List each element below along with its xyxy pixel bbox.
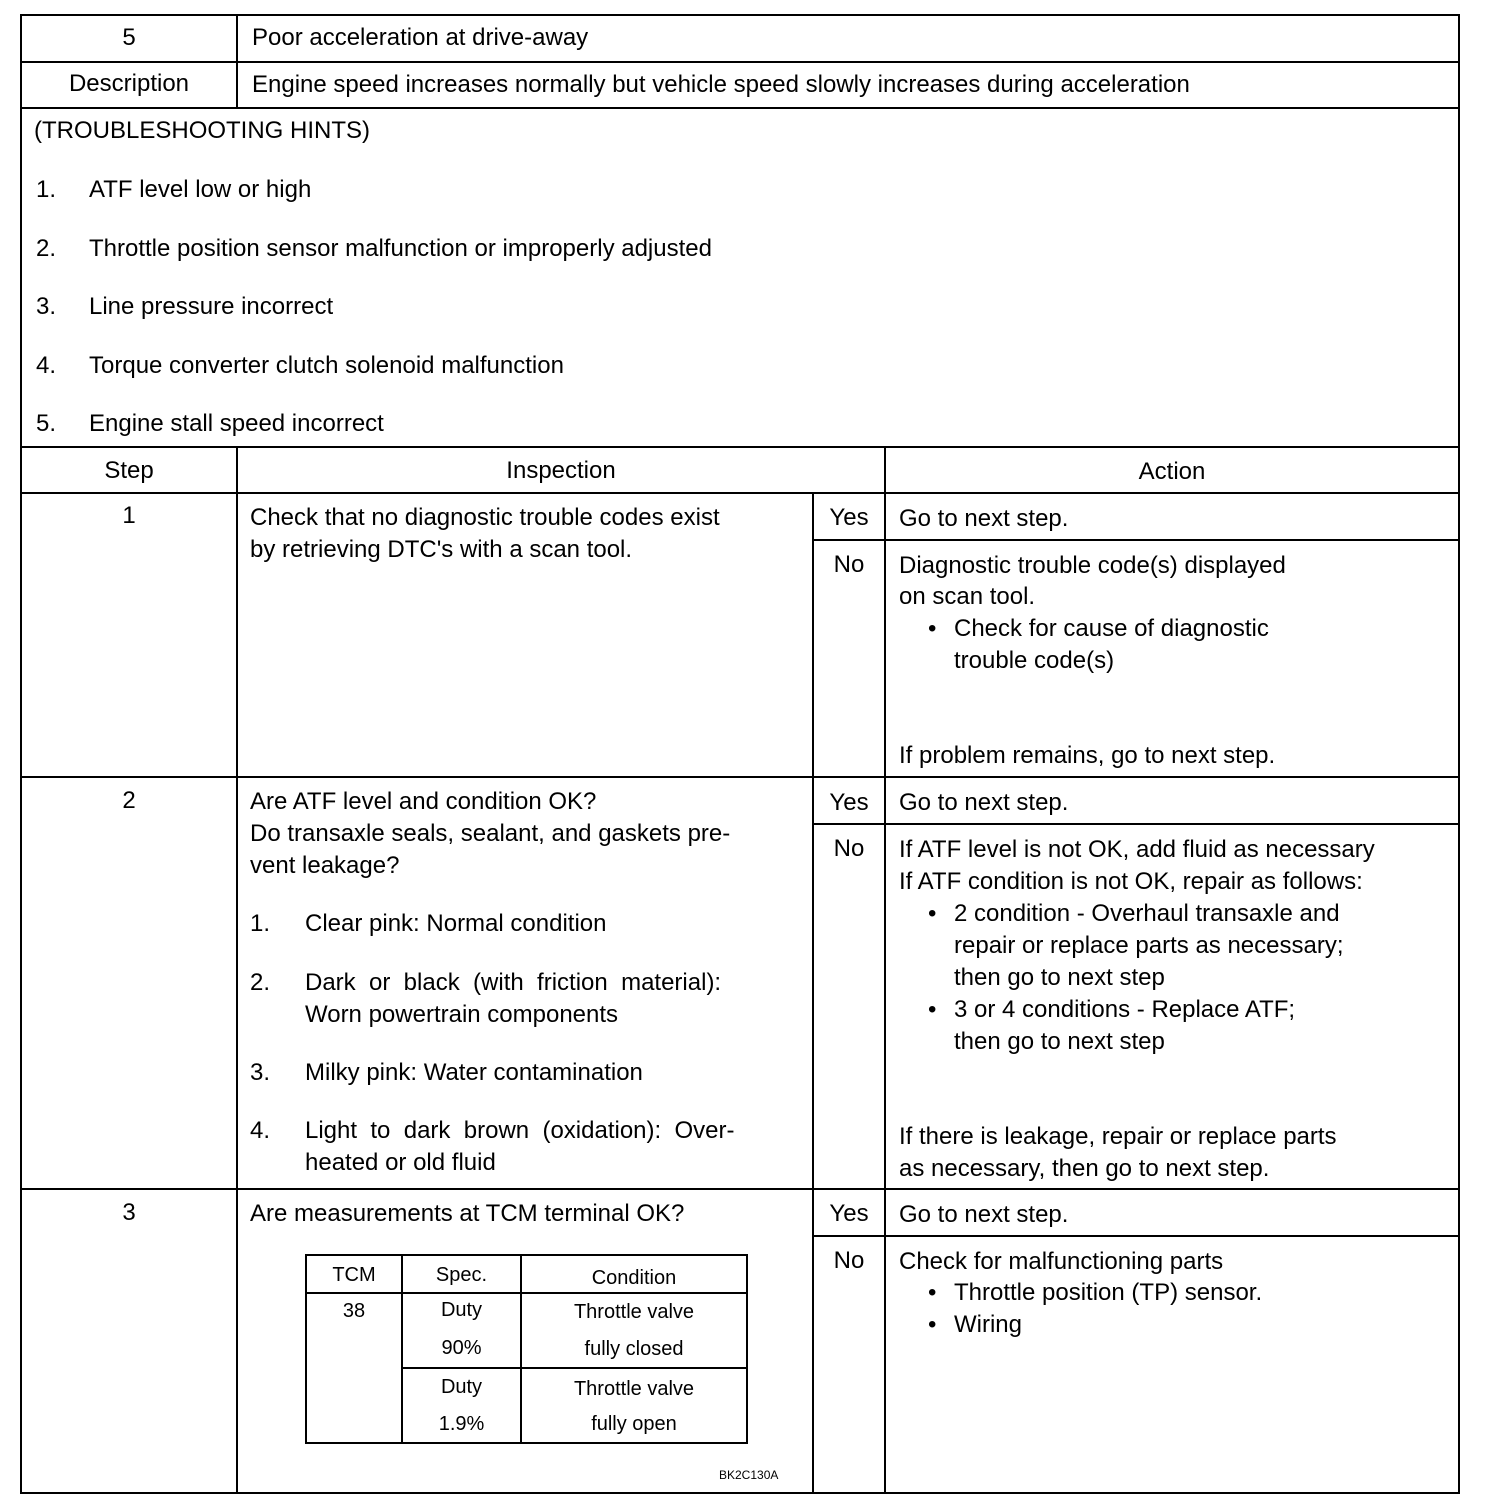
col-divider — [884, 446, 886, 1492]
tcm-spec-table — [305, 1254, 748, 1444]
no-label: No — [833, 551, 865, 578]
no-action-footer: If problem remains, go to next step. — [899, 742, 1276, 769]
inspection-line: Are ATF level and condition OK? — [250, 788, 597, 815]
inspection-line: vent leakage? — [250, 852, 400, 879]
step-number: 1 — [122, 502, 136, 529]
col-divider — [812, 492, 814, 1492]
no-action-footer: as necessary, then go to next step. — [899, 1155, 1270, 1182]
col-divider — [236, 16, 238, 109]
hints-heading: (TROUBLESHOOTING HINTS) — [34, 117, 371, 144]
hint-text: Torque converter clutch solenoid malfunction — [89, 352, 564, 379]
no-action-line: Diagnostic trouble code(s) displayed — [899, 552, 1286, 579]
step-number: 2 — [122, 787, 136, 814]
bullet-line: • 3 or 4 conditions - Replace ATF; — [954, 996, 1296, 1023]
bullet-line: then go to next step — [954, 964, 1165, 991]
condition-line: Light to dark brown (oxidation): Over- — [305, 1117, 735, 1144]
hint-number: 4. — [36, 352, 57, 379]
spec-row-divider — [401, 1367, 746, 1369]
spec-terminal: 38 — [342, 1300, 366, 1322]
bullet-line: • 2 condition - Overhaul transaxle and — [954, 900, 1340, 927]
hint-text: ATF level low or high — [89, 176, 312, 203]
hint-text: Throttle position sensor malfunction or improperly adjusted — [89, 235, 712, 262]
condition-number: 3. — [250, 1059, 271, 1086]
column-header-action: Action — [1138, 458, 1206, 485]
no-action-line: on scan tool. — [899, 583, 1036, 610]
spec-condition: Throttle valve — [573, 1378, 695, 1400]
row-divider — [22, 1188, 1458, 1190]
yes-label: Yes — [829, 504, 869, 531]
row-divider — [22, 776, 1458, 778]
no-action-line: If ATF level is not OK, add fluid as necessary — [899, 836, 1375, 863]
hint-number: 1. — [36, 176, 57, 203]
condition-line: Worn powertrain components — [305, 1001, 619, 1028]
spec-condition: fully closed — [584, 1338, 684, 1360]
figure-code: BK2C130A — [719, 1468, 779, 1482]
yes-action: Go to next step. — [899, 1201, 1069, 1228]
inspection-line: Do transaxle seals, sealant, and gaskets pre- — [250, 820, 731, 847]
no-action-bullet — [954, 1309, 1022, 1341]
bullet-line: then go to next step — [954, 1028, 1165, 1055]
yes-action: Go to next step. — [899, 505, 1069, 532]
bullet-line: • Throttle position (TP) sensor. — [954, 1279, 1263, 1306]
condition-line: heated or old fluid — [305, 1149, 496, 1176]
column-header-step: Step — [104, 457, 154, 484]
no-action-bullet — [954, 1277, 1262, 1309]
inspection-line: Are measurements at TCM terminal OK? — [250, 1200, 685, 1227]
troubleshooting-document — [20, 14, 1460, 1494]
no-action-bullet — [954, 613, 1269, 677]
trouble-title: Poor acceleration at drive-away — [252, 24, 589, 51]
condition-line: Dark or black (with friction material): — [305, 969, 722, 996]
row-divider — [812, 823, 1458, 825]
condition-line: Milky pink: Water contamination — [305, 1059, 643, 1086]
no-label: No — [833, 1247, 865, 1274]
hint-text: Engine stall speed incorrect — [89, 410, 384, 437]
step-number: 3 — [122, 1199, 136, 1226]
col-divider — [236, 446, 238, 1492]
spec-value: 1.9% — [438, 1413, 485, 1435]
no-action-line: If ATF condition is not OK, repair as follows: — [899, 868, 1363, 895]
hint-number: 5. — [36, 410, 57, 437]
condition-number: 4. — [250, 1117, 271, 1144]
description-label: Description — [68, 70, 190, 97]
row-divider — [812, 1235, 1458, 1237]
spec-condition: fully open — [591, 1413, 677, 1435]
no-action-footer: If there is leakage, repair or replace parts — [899, 1123, 1337, 1150]
no-action-line: Check for malfunctioning parts — [899, 1248, 1224, 1275]
spec-row-divider — [307, 1292, 746, 1294]
row-divider — [812, 539, 1458, 541]
bullet-line: repair or replace parts as necessary; — [954, 932, 1344, 959]
condition-number: 1. — [250, 910, 271, 937]
spec-condition: Throttle valve — [573, 1301, 695, 1323]
no-action-bullet — [954, 994, 1295, 1058]
inspection-line: Check that no diagnostic trouble codes exist — [250, 504, 720, 531]
yes-label: Yes — [829, 789, 869, 816]
trouble-number: 5 — [122, 24, 136, 51]
column-header-inspection: Inspection — [506, 457, 616, 484]
condition-number: 2. — [250, 969, 271, 996]
bullet-line: trouble code(s) — [954, 647, 1115, 674]
yes-action: Go to next step. — [899, 789, 1069, 816]
spec-header-spec: Spec. — [435, 1264, 488, 1286]
inspection-line: by retrieving DTC's with a scan tool. — [250, 536, 633, 563]
description-text: Engine speed increases normally but vehicle speed slowly increases during acceleration — [252, 71, 1190, 98]
spec-value: Duty — [440, 1376, 483, 1398]
hint-text: Line pressure incorrect — [89, 293, 334, 320]
spec-value: 90% — [441, 1337, 482, 1359]
hint-number: 2. — [36, 235, 57, 262]
spec-header-condition: Condition — [591, 1267, 677, 1289]
no-action-bullet — [954, 898, 1344, 994]
condition-line: Clear pink: Normal condition — [305, 910, 607, 937]
yes-label: Yes — [829, 1200, 869, 1227]
bullet-line: • Wiring — [954, 1311, 1023, 1338]
hint-number: 3. — [36, 293, 57, 320]
no-label: No — [833, 835, 865, 862]
bullet-line: • Check for cause of diagnostic — [954, 615, 1269, 642]
spec-value: Duty — [440, 1299, 483, 1321]
spec-header-tcm: TCM — [332, 1264, 376, 1286]
